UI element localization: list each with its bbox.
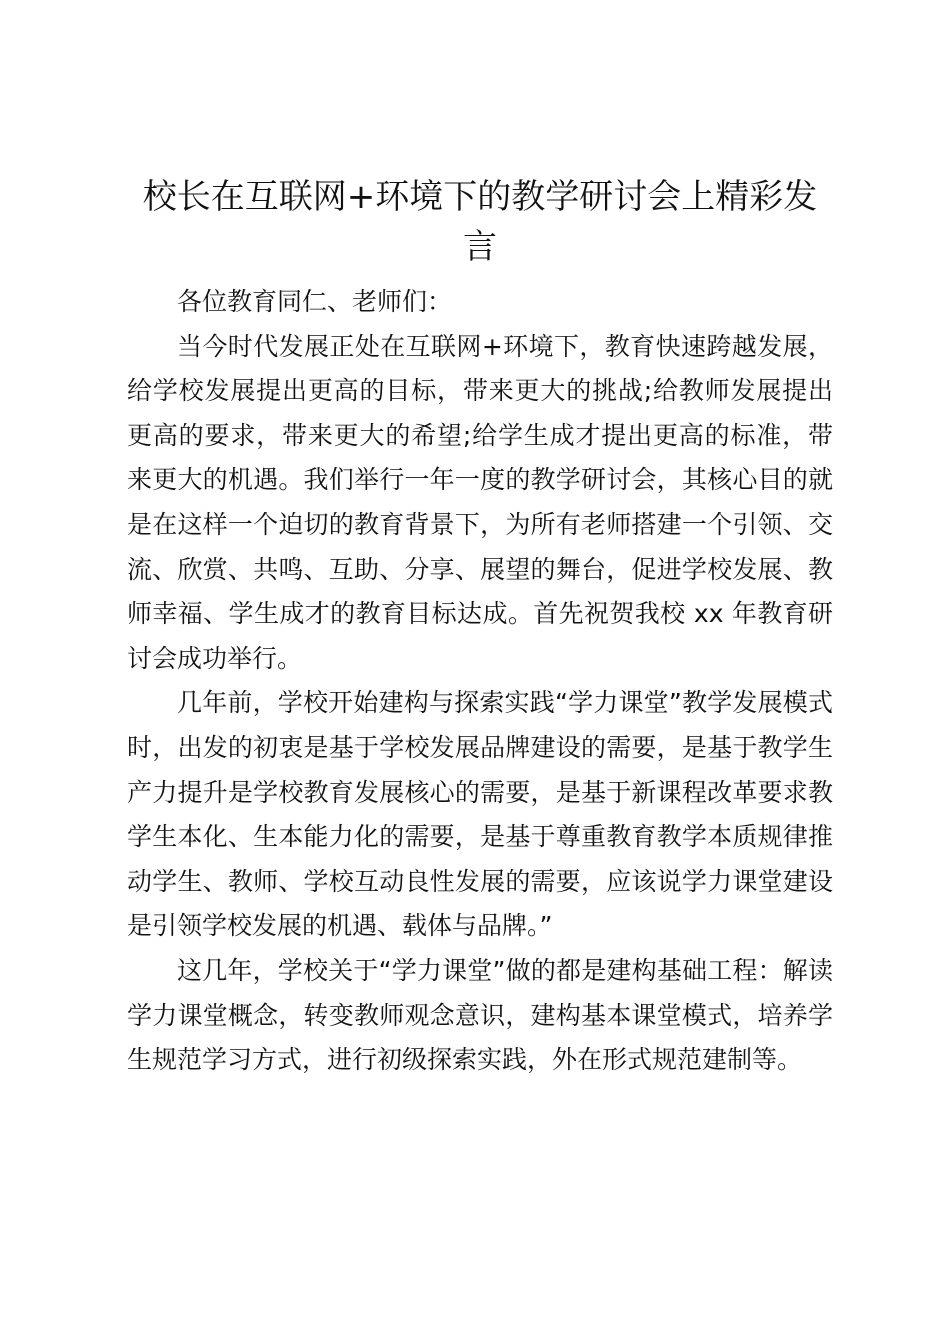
salutation-paragraph: 各位教育同仁、老师们： <box>177 287 453 316</box>
body-paragraph: 这几年，学校关于“学力课堂”做的都是建构基础工程：解读学力课堂概念，转变教师观念意识，建构基本课堂模式，培养学生规范学习方式，进行初级探索实践，外在形式规范建制等。 <box>127 955 833 1075</box>
body-paragraph: 当今时代发展正处在互联网+环境下，教育快速跨越发展，给学校发展提出更高的目标，带来更大的挑战;给教师发展提出更高的要求，带来更大的希望;给学生成才提出更高的标准，带来更大的机遇。我们举行一年一度的教学研讨会，其核心目的就是在这样一个迫切的教育背景下，为所有老师搭建一个引领、交流、欣赏、共鸣、互助、分享、展望的舞台，促进学校发展、教师幸福、学生成才的教育目标达成。首先祝贺我校 xx 年教育研讨会成功举行。 <box>127 331 833 673</box>
body-paragraph: 几年前，学校开始建构与探索实践“学力课堂”教学发展模式时，出发的初衷是基于学校发展品牌建设的需要，是基于教学生产力提升是学校教育发展核心的需要，是基于新课程改革要求教学生本化、生本能力化的需要，是基于尊重教育教学本质规律推动学生、教师、学校互动良性发展的需要，应该说学力课堂建设是引领学校发展的机遇、载体与品牌。” <box>127 688 833 941</box>
document-body <box>127 172 833 1083</box>
document-title: 校长在互联网+环境下的教学研讨会上精彩发言 <box>142 177 818 267</box>
